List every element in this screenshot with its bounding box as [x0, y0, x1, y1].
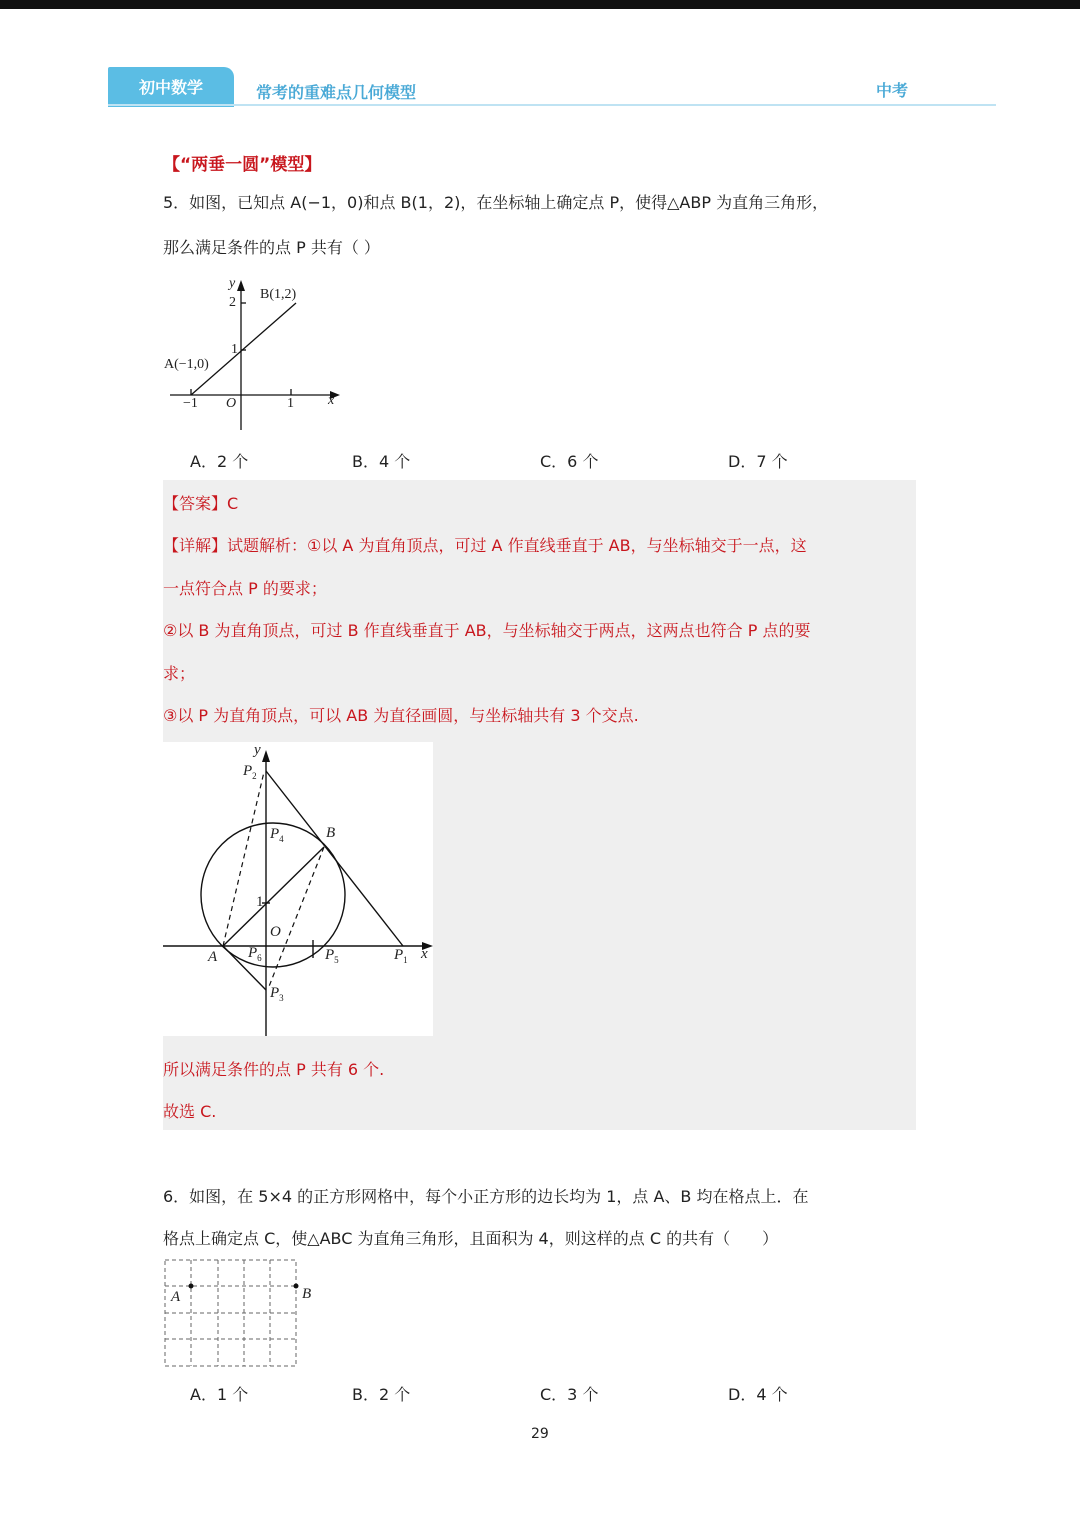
answer-fig-tick-1: 1 [256, 894, 264, 910]
answer-detail-3: ②以 B 为直角顶点，可过 B 作直线垂直于 AB，与坐标轴交于两点，这两点也符合 P 点的要 [163, 621, 811, 640]
q5-point-b: B(1,2) [260, 287, 297, 302]
answer-detail-5: ③以 P 为直角顶点，可以 AB 为直径画圆，与坐标轴共有 3 个交点. [163, 706, 639, 725]
p5-sub: 5 [334, 955, 339, 965]
p1-label: P [394, 947, 404, 963]
q5-origin: O [226, 396, 237, 411]
q6-option-c[interactable]: C．3 个 [540, 1385, 599, 1404]
p1-sub: 1 [403, 955, 408, 965]
q5-y-label: y [229, 276, 236, 291]
q6-text-1: 6．如图，在 5×4 的正方形网格中，每个小正方形的边长均为 1，点 A、B 均在格点上．在 [163, 1187, 809, 1206]
q5-x-label: x [328, 393, 335, 408]
p2-sub: 2 [252, 771, 257, 781]
header-tab: 初中数学 [108, 67, 234, 107]
answer-choice: 故选 C. [163, 1102, 217, 1121]
q6-option-a[interactable]: A．1 个 [190, 1385, 249, 1404]
q5-tick-1: 1 [231, 342, 238, 357]
q5-text-1: 5．如图，已知点 A(−1，0)和点 B(1，2)，在坐标轴上确定点 P，使得△ABP 为直角三角形， [163, 193, 829, 212]
q6-point-b: B [302, 1286, 312, 1302]
p3-sub: 3 [279, 993, 284, 1003]
q6-point-a: A [171, 1289, 181, 1305]
p4-sub: 4 [279, 834, 284, 844]
q6-option-d[interactable]: D．4 个 [728, 1385, 788, 1404]
p5-label: P [325, 947, 335, 963]
p6-sub: 6 [257, 953, 262, 963]
p3-label: P [270, 985, 280, 1001]
answer-fig-y: y [254, 742, 261, 758]
answer-detail-1: 【详解】试题解析：①以 A 为直角顶点，可过 A 作直线垂直于 AB，与坐标轴交于一点，这 [163, 536, 807, 555]
q5-option-a[interactable]: A．2 个 [190, 452, 249, 471]
q6-text-2: 格点上确定点 C，使△ABC 为直角三角形，且面积为 4，则这样的点 C 的共有（ ） [163, 1229, 779, 1248]
q5-tick-x1: 1 [287, 396, 294, 411]
q5-text-2: 那么满足条件的点 P 共有（ ） [163, 238, 380, 257]
q5-option-d[interactable]: D．7 个 [728, 452, 788, 471]
header-title: 常考的重难点几何模型 [256, 83, 417, 102]
q5-point-a: A(−1,0) [164, 357, 209, 372]
q5-tick-neg1: −1 [183, 396, 198, 411]
q5-option-c[interactable]: C．6 个 [540, 452, 599, 471]
p4-label: P [270, 826, 280, 842]
q5-tick-2: 2 [229, 295, 236, 310]
answer-conclusion: 所以满足条件的点 P 共有 6 个. [163, 1060, 385, 1079]
answer-detail-2: 一点符合点 P 的要求； [163, 579, 327, 598]
page-number: 29 [531, 1426, 549, 1442]
answer-fig-a: A [208, 949, 218, 965]
q6-option-b[interactable]: B．2 个 [352, 1385, 411, 1404]
answer-detail-4: 求； [163, 664, 196, 683]
p6-label: P [248, 945, 258, 961]
p2-label: P [243, 763, 253, 779]
answer-fig-x: x [421, 946, 428, 962]
answer-fig-origin: O [270, 924, 281, 940]
answer-fig-b: B [326, 825, 336, 841]
header-right: 中考 [876, 81, 909, 100]
q5-option-b[interactable]: B．4 个 [352, 452, 411, 471]
section-title: 【“两垂一圆”模型】 [163, 155, 322, 175]
answer-label: 【答案】C [163, 494, 239, 513]
